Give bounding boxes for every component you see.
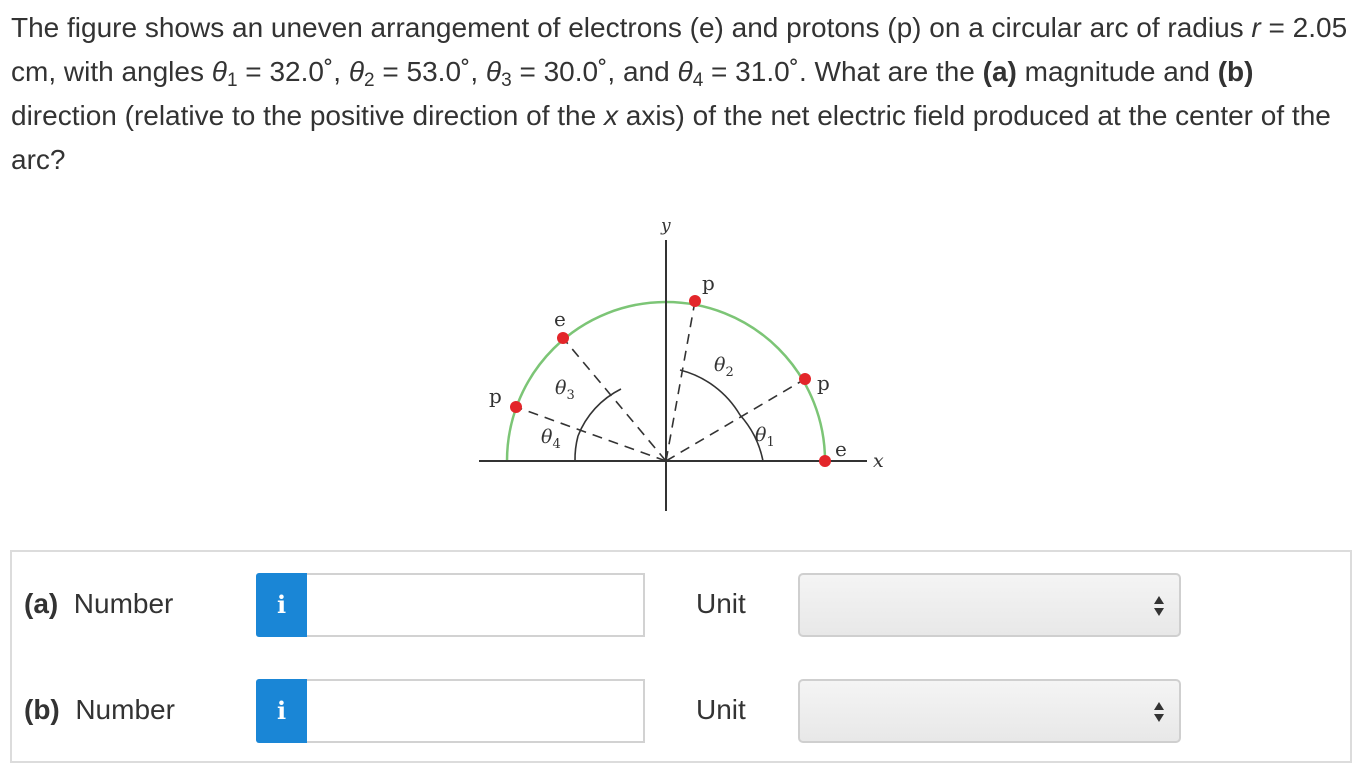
number-label: Number xyxy=(75,694,175,725)
theta2-label: $\theta_2$ xyxy=(714,354,734,380)
unit-label: Unit xyxy=(696,588,746,619)
charge-p-right xyxy=(799,373,811,385)
theta-subscript: 1 xyxy=(226,70,238,91)
theta4-value: = 31.0˚. What are the xyxy=(703,56,983,87)
theta-symbol: θ xyxy=(677,56,693,87)
part-b-tag: (b) xyxy=(24,694,60,725)
theta3-label: $\theta_3$ xyxy=(555,377,575,403)
select-arrows-icon xyxy=(1153,594,1165,618)
question-text-part: direction (relative to the positive direction of the xyxy=(11,100,604,131)
theta4-arc xyxy=(575,436,578,461)
charge-p-top xyxy=(689,295,701,307)
radial-line-p-right xyxy=(666,379,805,461)
select-arrows-icon xyxy=(1153,700,1165,724)
theta3-arc xyxy=(578,389,621,436)
charge-label-e-right: e xyxy=(835,437,847,461)
answer-row-b-label xyxy=(24,694,175,726)
answer-b-number-input[interactable] xyxy=(307,679,645,743)
part-b-label: (b) xyxy=(1217,56,1254,87)
charge-label-e-left: e xyxy=(554,307,566,331)
charge-label-p-top: p xyxy=(702,271,715,295)
x-axis-label: x xyxy=(873,450,884,472)
answer-row-a-label xyxy=(24,588,173,620)
theta-symbol: θ xyxy=(485,56,502,87)
x-variable: x xyxy=(603,100,618,131)
y-axis-label: y xyxy=(661,216,671,236)
theta1-value: = 32.0˚, xyxy=(237,56,349,87)
charge-e-left xyxy=(557,332,569,344)
number-label: Number xyxy=(73,588,174,619)
theta-symbol: θ xyxy=(348,56,365,87)
unit-label: Unit xyxy=(696,694,746,725)
question-text-part: axis) of the net electric field produced at the center of the arc? xyxy=(11,100,1331,175)
theta3-value: = 30.0˚, and xyxy=(511,56,678,87)
charge-label-p-right: p xyxy=(817,371,830,395)
theta-subscript: 2 xyxy=(364,70,375,91)
charge-label-p-left: p xyxy=(489,384,502,408)
theta-symbol: θ xyxy=(211,56,227,87)
theta4-label: $\theta_4$ xyxy=(541,426,561,452)
charge-e-right xyxy=(819,455,831,467)
info-button[interactable] xyxy=(256,679,307,743)
info-icon: i xyxy=(276,696,287,725)
charge-p-left xyxy=(510,401,522,413)
theta2-value: = 53.0˚, xyxy=(374,56,486,87)
theta-subscript: 4 xyxy=(692,70,704,91)
part-a-tag: (a) xyxy=(24,588,59,619)
question-text-part: magnitude and xyxy=(1016,56,1218,87)
info-icon: i xyxy=(276,590,287,619)
radial-line-p-top xyxy=(666,301,695,461)
question-text-part: = 2.05 cm, with angles xyxy=(11,12,1348,87)
theta1-label: $\theta_1$ xyxy=(755,424,775,450)
answer-a-unit-select[interactable] xyxy=(798,573,1181,637)
radius-variable: r xyxy=(1251,12,1261,43)
info-button[interactable] xyxy=(256,573,307,637)
answer-a-number-input[interactable] xyxy=(307,573,645,637)
part-a-label: (a) xyxy=(982,56,1017,87)
answer-b-unit-select[interactable] xyxy=(798,679,1181,743)
question-text-part: The figure shows an uneven arrangement of electrons (e) and protons (p) on a circular arc of radius xyxy=(11,12,1252,43)
theta-subscript: 3 xyxy=(501,70,512,91)
